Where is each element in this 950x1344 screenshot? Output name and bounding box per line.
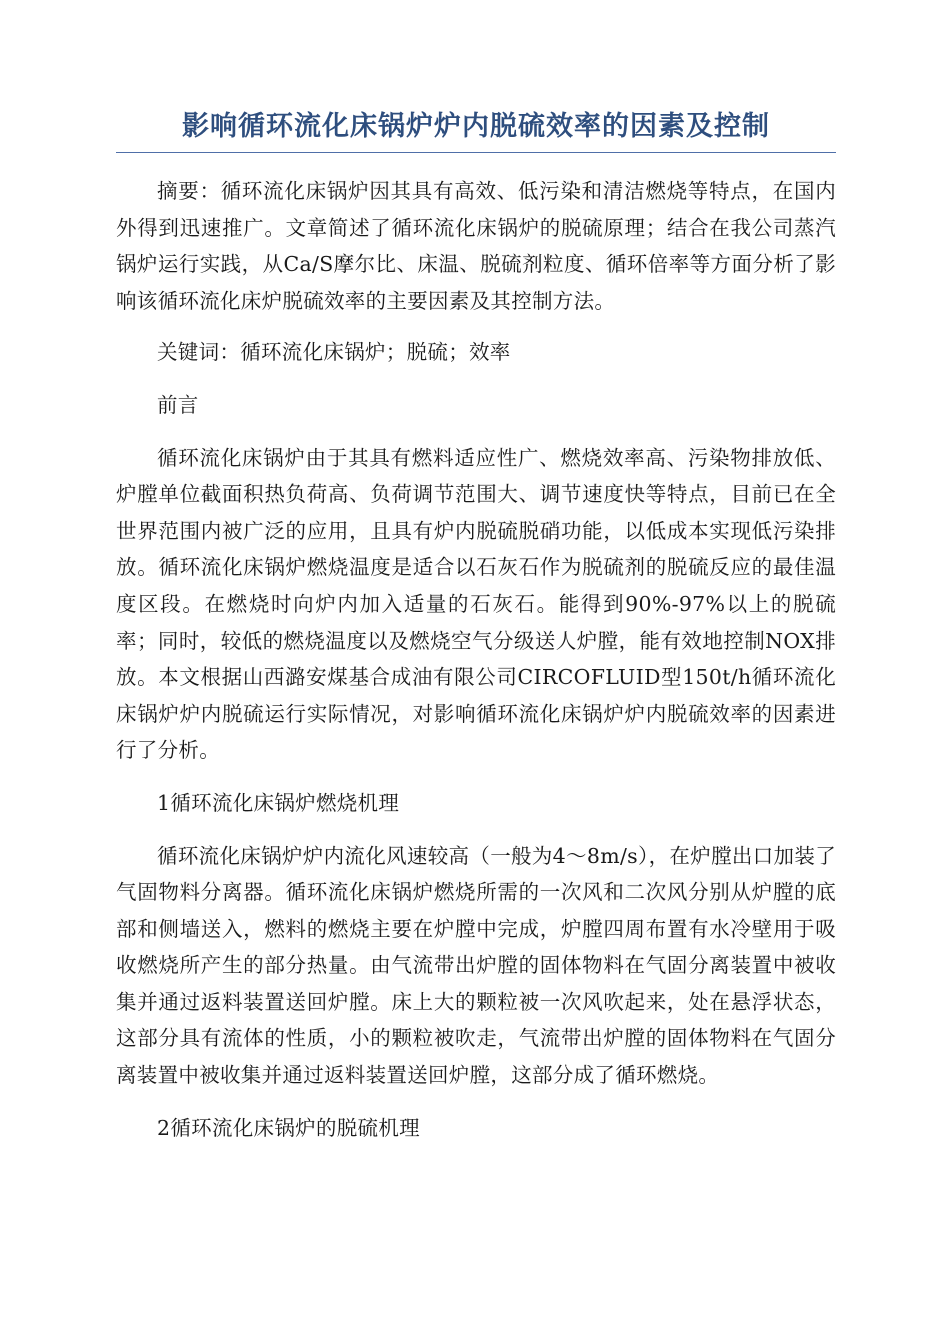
section-2-heading: 2循环流化床锅炉的脱硫机理	[157, 1115, 420, 1140]
document-page	[116, 108, 836, 1146]
section-1-paragraph: 循环流化床锅炉炉内流化风速较高（一般为4～8m/s），在炉膛出口加装了气固物料分离器。循环流化床锅炉燃烧所需的一次风和二次风分别从炉膛的底部和侧墙送入，燃料的燃烧主要在炉膛中完成，炉膛四周布置有水冷壁用于吸收燃烧所产生的部分热量。由气流带出炉膛的固体物料在气固分离装置中被收集并通过返料装置送回炉膛。床上大的颗粒被一次风吹起来，处在悬浮状态，这部分具有流体的性质，小的颗粒被吹走，气流带出炉膛的固体物料在气固分离装置中被收集并通过返料装置送回炉膛，这部分成了循环燃烧。	[116, 843, 836, 1088]
keywords-line: 关键词：循环流化床锅炉；脱硫；效率	[157, 340, 511, 365]
preface-paragraph: 循环流化床锅炉由于其具有燃料适应性广、燃烧效率高、污染物排放低、炉膛单位截面积热负荷高、负荷调节范围大、调节速度快等特点，目前已在全世界范围内被广泛的应用，且具有炉内脱硫脱硝功能，以低成本实现低污染排放。循环流化床锅炉燃烧温度是适合以石灰石作为脱硫剂的脱硫反应的最佳温度区段。在燃烧时向炉内加入适量的石灰石。能得到90%-97%以上的脱硫率；同时，较低的燃烧温度以及燃烧空气分级送人炉膛，能有效地控制NOX排放。本文根据山西潞安煤基合成油有限公司CIRCOFLUID型150t/h循环流化床锅炉炉内脱硫运行实际情况，对影响循环流化床锅炉炉内脱硫效率的因素进行了分析。	[116, 445, 836, 763]
document-title: 影响循环流化床锅炉炉内脱硫效率的因素及控制	[116, 108, 836, 153]
preface-heading: 前言	[157, 392, 199, 417]
section-1-heading: 1循环流化床锅炉燃烧机理	[157, 790, 400, 815]
abstract-paragraph: 摘要：循环流化床锅炉因其具有高效、低污染和清洁燃烧等特点，在国内外得到迅速推广。文章简述了循环流化床锅炉的脱硫原理；结合在我公司蒸汽锅炉运行实践，从Ca/S摩尔比、床温、脱硫剂粒度、循环倍率等方面分析了影响该循环流化床炉脱硫效率的主要因素及其控制方法。	[116, 179, 836, 313]
